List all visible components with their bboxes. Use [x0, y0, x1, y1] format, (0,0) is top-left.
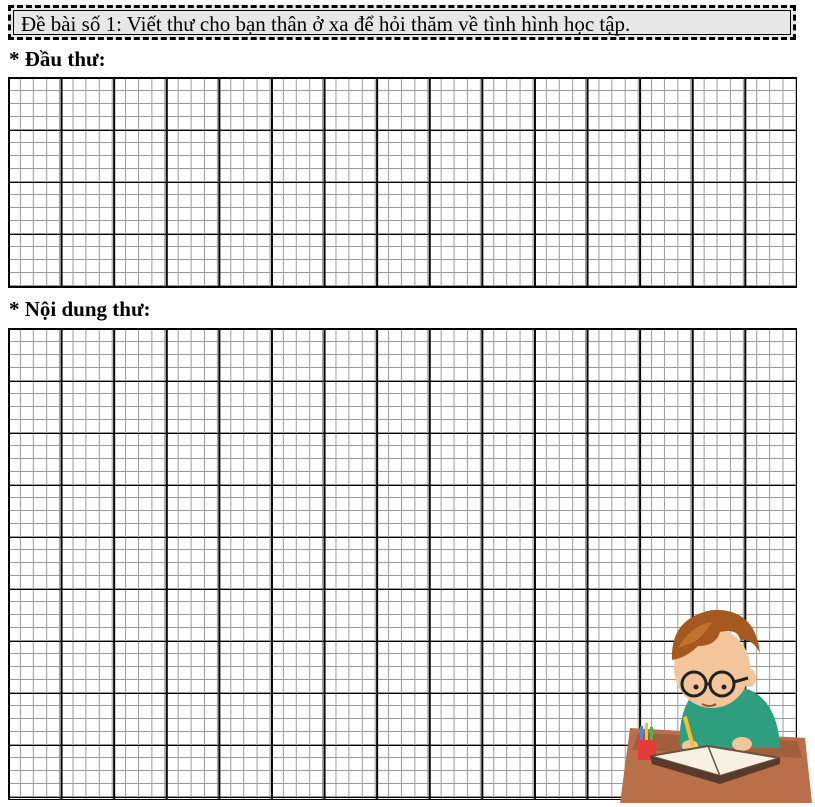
boy-writing-at-desk-icon — [620, 598, 815, 803]
writing-grid-opening[interactable] — [8, 77, 797, 288]
section-heading-opening: * Đầu thư: — [9, 47, 106, 71]
assignment-title-box — [8, 5, 796, 40]
section-heading-content: * Nội dung thư: — [9, 297, 151, 321]
assignment-title: Đề bài số 1: Viết thư cho bạn thân ở xa để hỏi thăm về tình hình học tập. — [21, 12, 631, 36]
